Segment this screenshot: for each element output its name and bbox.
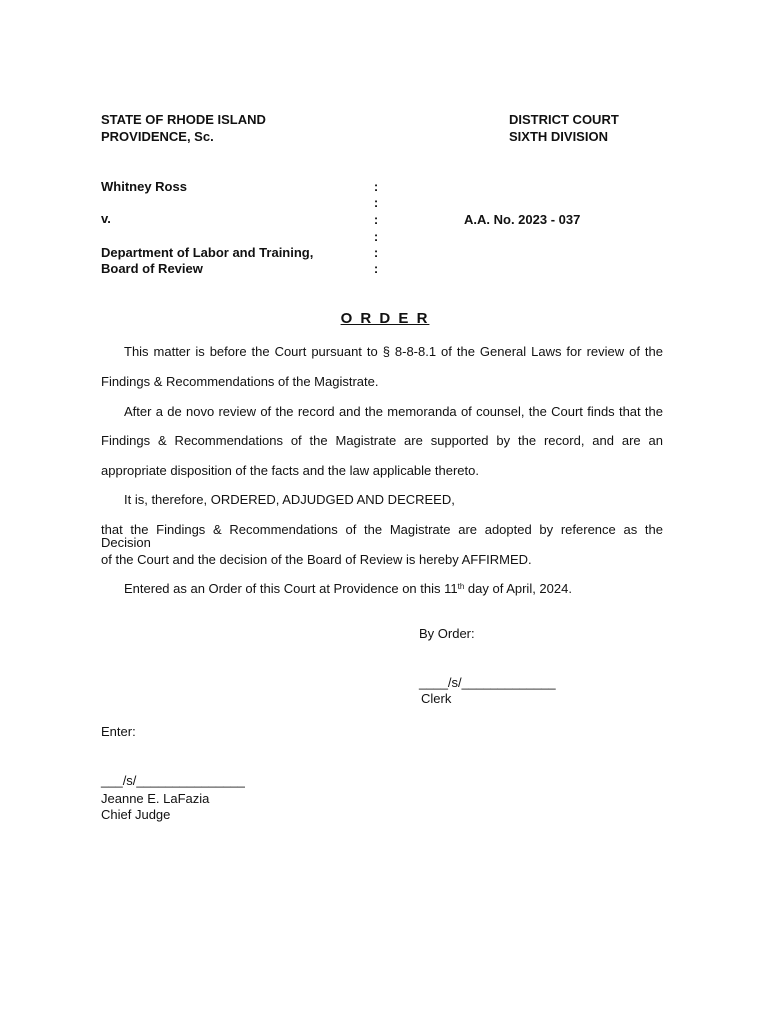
paragraph-3-line-3: of the Court and the decision of the Board of Review is hereby AFFIRMED. xyxy=(101,552,532,567)
court-division: SIXTH DIVISION xyxy=(509,129,608,144)
paragraph-2-line-3: appropriate disposition of the facts and the law applicable thereto. xyxy=(101,463,479,478)
caption-colon: : xyxy=(373,245,379,260)
paragraph-1-line-2: Findings & Recommendations of the Magistrate. xyxy=(101,374,379,389)
caption-colon: : xyxy=(373,229,379,244)
versus-label: v. xyxy=(101,211,111,226)
order-title: O R D E R xyxy=(340,310,430,327)
case-number: A.A. No. 2023 - 037 xyxy=(464,212,581,227)
judge-signature: ___/s/_______________ xyxy=(101,773,245,788)
defendant-line-1: Department of Labor and Training, xyxy=(101,245,314,260)
caption-colon: : xyxy=(373,179,379,194)
court-name: DISTRICT COURT xyxy=(509,112,619,127)
judge-name: Jeanne E. LaFazia xyxy=(101,791,210,806)
judge-title: Chief Judge xyxy=(101,807,171,822)
entered-text-after: day of April, 2024. xyxy=(464,581,572,596)
clerk-signature: ____/s/_____________ xyxy=(419,675,556,690)
clerk-title: Clerk xyxy=(421,691,452,706)
state-name: STATE OF RHODE ISLAND xyxy=(101,112,266,127)
caption-colon: : xyxy=(373,195,379,210)
county-name: PROVIDENCE, Sc. xyxy=(101,129,214,144)
entered-text-before: Entered as an Order of this Court at Providence on this 11 xyxy=(124,581,458,596)
entered-statement xyxy=(124,582,686,595)
enter-label: Enter: xyxy=(101,724,136,739)
defendant-line-2: Board of Review xyxy=(101,261,203,276)
paragraph-2-line-2: Findings & Recommendations of the Magistrate are supported by the record, and are an xyxy=(101,433,663,448)
entered-superscript: th xyxy=(457,582,465,591)
caption-colon: : xyxy=(373,261,379,276)
caption-colon: : xyxy=(373,212,379,227)
paragraph-3-line-2: that the Findings & Recommendations of the Magistrate are adopted by reference as the Decision xyxy=(101,522,663,550)
paragraph-3-line-1: It is, therefore, ORDERED, ADJUDGED AND DECREED, xyxy=(124,492,455,507)
plaintiff-name: Whitney Ross xyxy=(101,179,187,194)
paragraph-2-line-1: After a de novo review of the record and the memoranda of counsel, the Court finds that the xyxy=(124,404,663,419)
paragraph-1-line-1: This matter is before the Court pursuant to § 8-8-8.1 of the General Laws for review of the xyxy=(124,344,663,359)
by-order-label: By Order: xyxy=(419,626,475,641)
